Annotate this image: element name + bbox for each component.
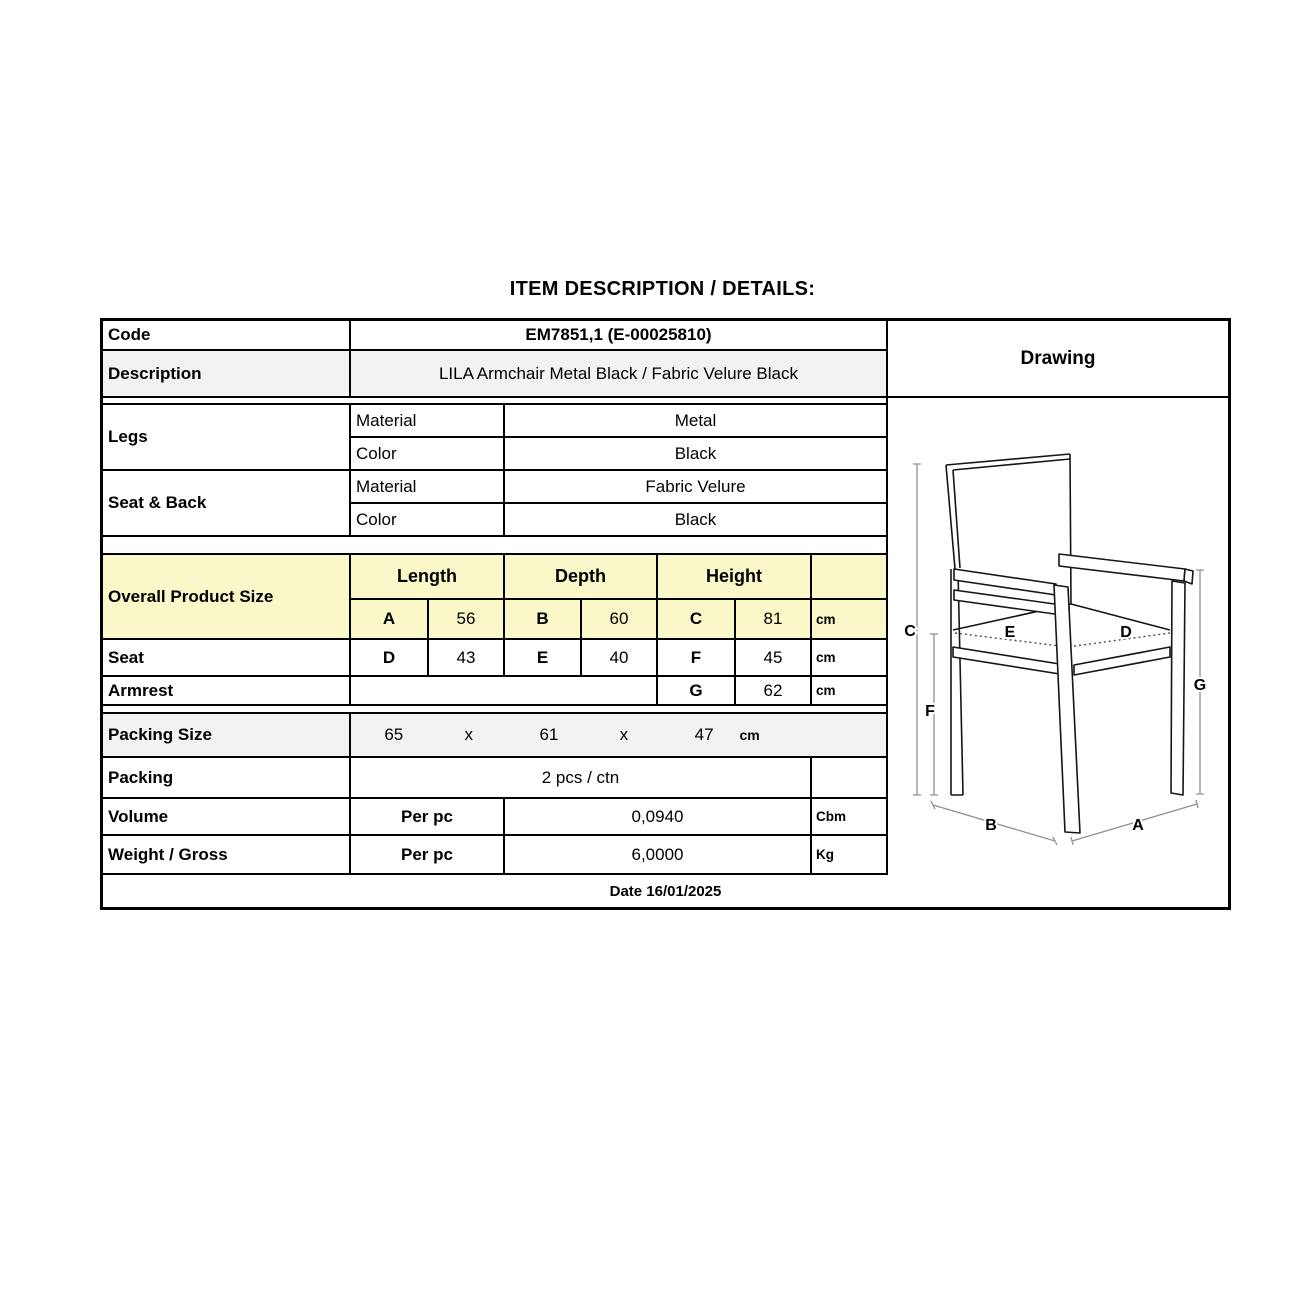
packing-size-v2: 61 [539,725,559,744]
page-title: ITEM DESCRIPTION / DETAILS: [509,278,816,300]
seat-depth-value: 40 [582,640,658,677]
overall-length-value: 56 [429,600,505,640]
spacer-row [103,537,888,555]
depth-header: Depth [505,555,658,600]
seat-back-label: Seat & Back [103,471,351,537]
dim-label-e: E [1004,624,1016,641]
seat-back-material-value: Fabric Velure [505,471,888,504]
legs-material-label: Material [351,405,505,438]
packing-unit-cell [812,758,888,799]
seat-unit: cm [812,640,888,677]
volume-per: Per pc [351,799,505,836]
packing-size-x1: x [464,725,473,744]
legs-color-value: Black [505,438,888,471]
seat-height-letter: F [658,640,736,677]
seat-label: Seat [103,640,351,677]
overall-length-letter: A [351,600,429,640]
legs-material-value: Metal [505,405,888,438]
drawing-panel [888,321,1228,875]
code-label: Code [103,321,351,351]
length-header: Length [351,555,505,600]
date-row: Date 16/01/2025 [609,882,722,900]
code-value: EM7851,1 (E-00025810) [351,321,888,351]
packing-size-label: Packing Size [103,714,351,758]
seat-height-value: 45 [736,640,812,677]
dim-label-a: A [1132,817,1144,834]
packing-label: Packing [103,758,351,799]
overall-unit: cm [812,600,888,640]
seat-length-value: 43 [429,640,505,677]
volume-label: Volume [103,799,351,836]
packing-value: 2 pcs / ctn [351,758,812,799]
legs-color-label: Color [351,438,505,471]
armrest-label: Armrest [103,677,351,706]
weight-value: 6,0000 [505,836,812,875]
overall-depth-value: 60 [582,600,658,640]
seat-depth-letter: E [505,640,582,677]
dim-label-b: B [985,817,997,834]
spacer-row [103,398,888,405]
description-label: Description [103,351,351,398]
armrest-height-value: 62 [736,677,812,706]
drawing-header: Drawing [888,321,1228,398]
armrest-height-letter: G [658,677,736,706]
dim-label-f: F [925,703,935,720]
seat-back-color-value: Black [505,504,888,537]
unit-header-cell [812,555,888,600]
seat-length-letter: D [351,640,429,677]
spec-table-main [103,321,1228,875]
weight-unit: Kg [812,836,888,875]
armchair-drawing-icon [888,398,1228,875]
dim-label-d: D [1120,624,1132,641]
volume-value: 0,0940 [505,799,812,836]
overall-size-label: Overall Product Size [103,555,351,640]
packing-size-value [351,714,888,758]
armrest-unit: cm [812,677,888,706]
legs-label: Legs [103,405,351,471]
volume-unit: Cbm [812,799,888,836]
weight-per: Per pc [351,836,505,875]
overall-height-value: 81 [736,600,812,640]
packing-size-v3: 47 [694,725,714,744]
packing-size-unit: cm [739,727,760,743]
drawing-area [888,398,1228,875]
dim-label-c: C [904,623,916,640]
armrest-empty-cell [351,677,658,706]
details-table [103,321,888,875]
overall-depth-letter: B [505,600,582,640]
seat-back-color-label: Color [351,504,505,537]
dim-label-g: G [1193,677,1207,694]
description-value: LILA Armchair Metal Black / Fabric Velure Black [351,351,888,398]
spec-table [100,318,1231,910]
spacer-row [103,706,888,714]
seat-back-material-label: Material [351,471,505,504]
weight-label: Weight / Gross [103,836,351,875]
packing-size-x2: x [619,725,629,744]
height-header: Height [658,555,812,600]
overall-height-letter: C [658,600,736,640]
packing-size-v1: 65 [384,725,404,744]
